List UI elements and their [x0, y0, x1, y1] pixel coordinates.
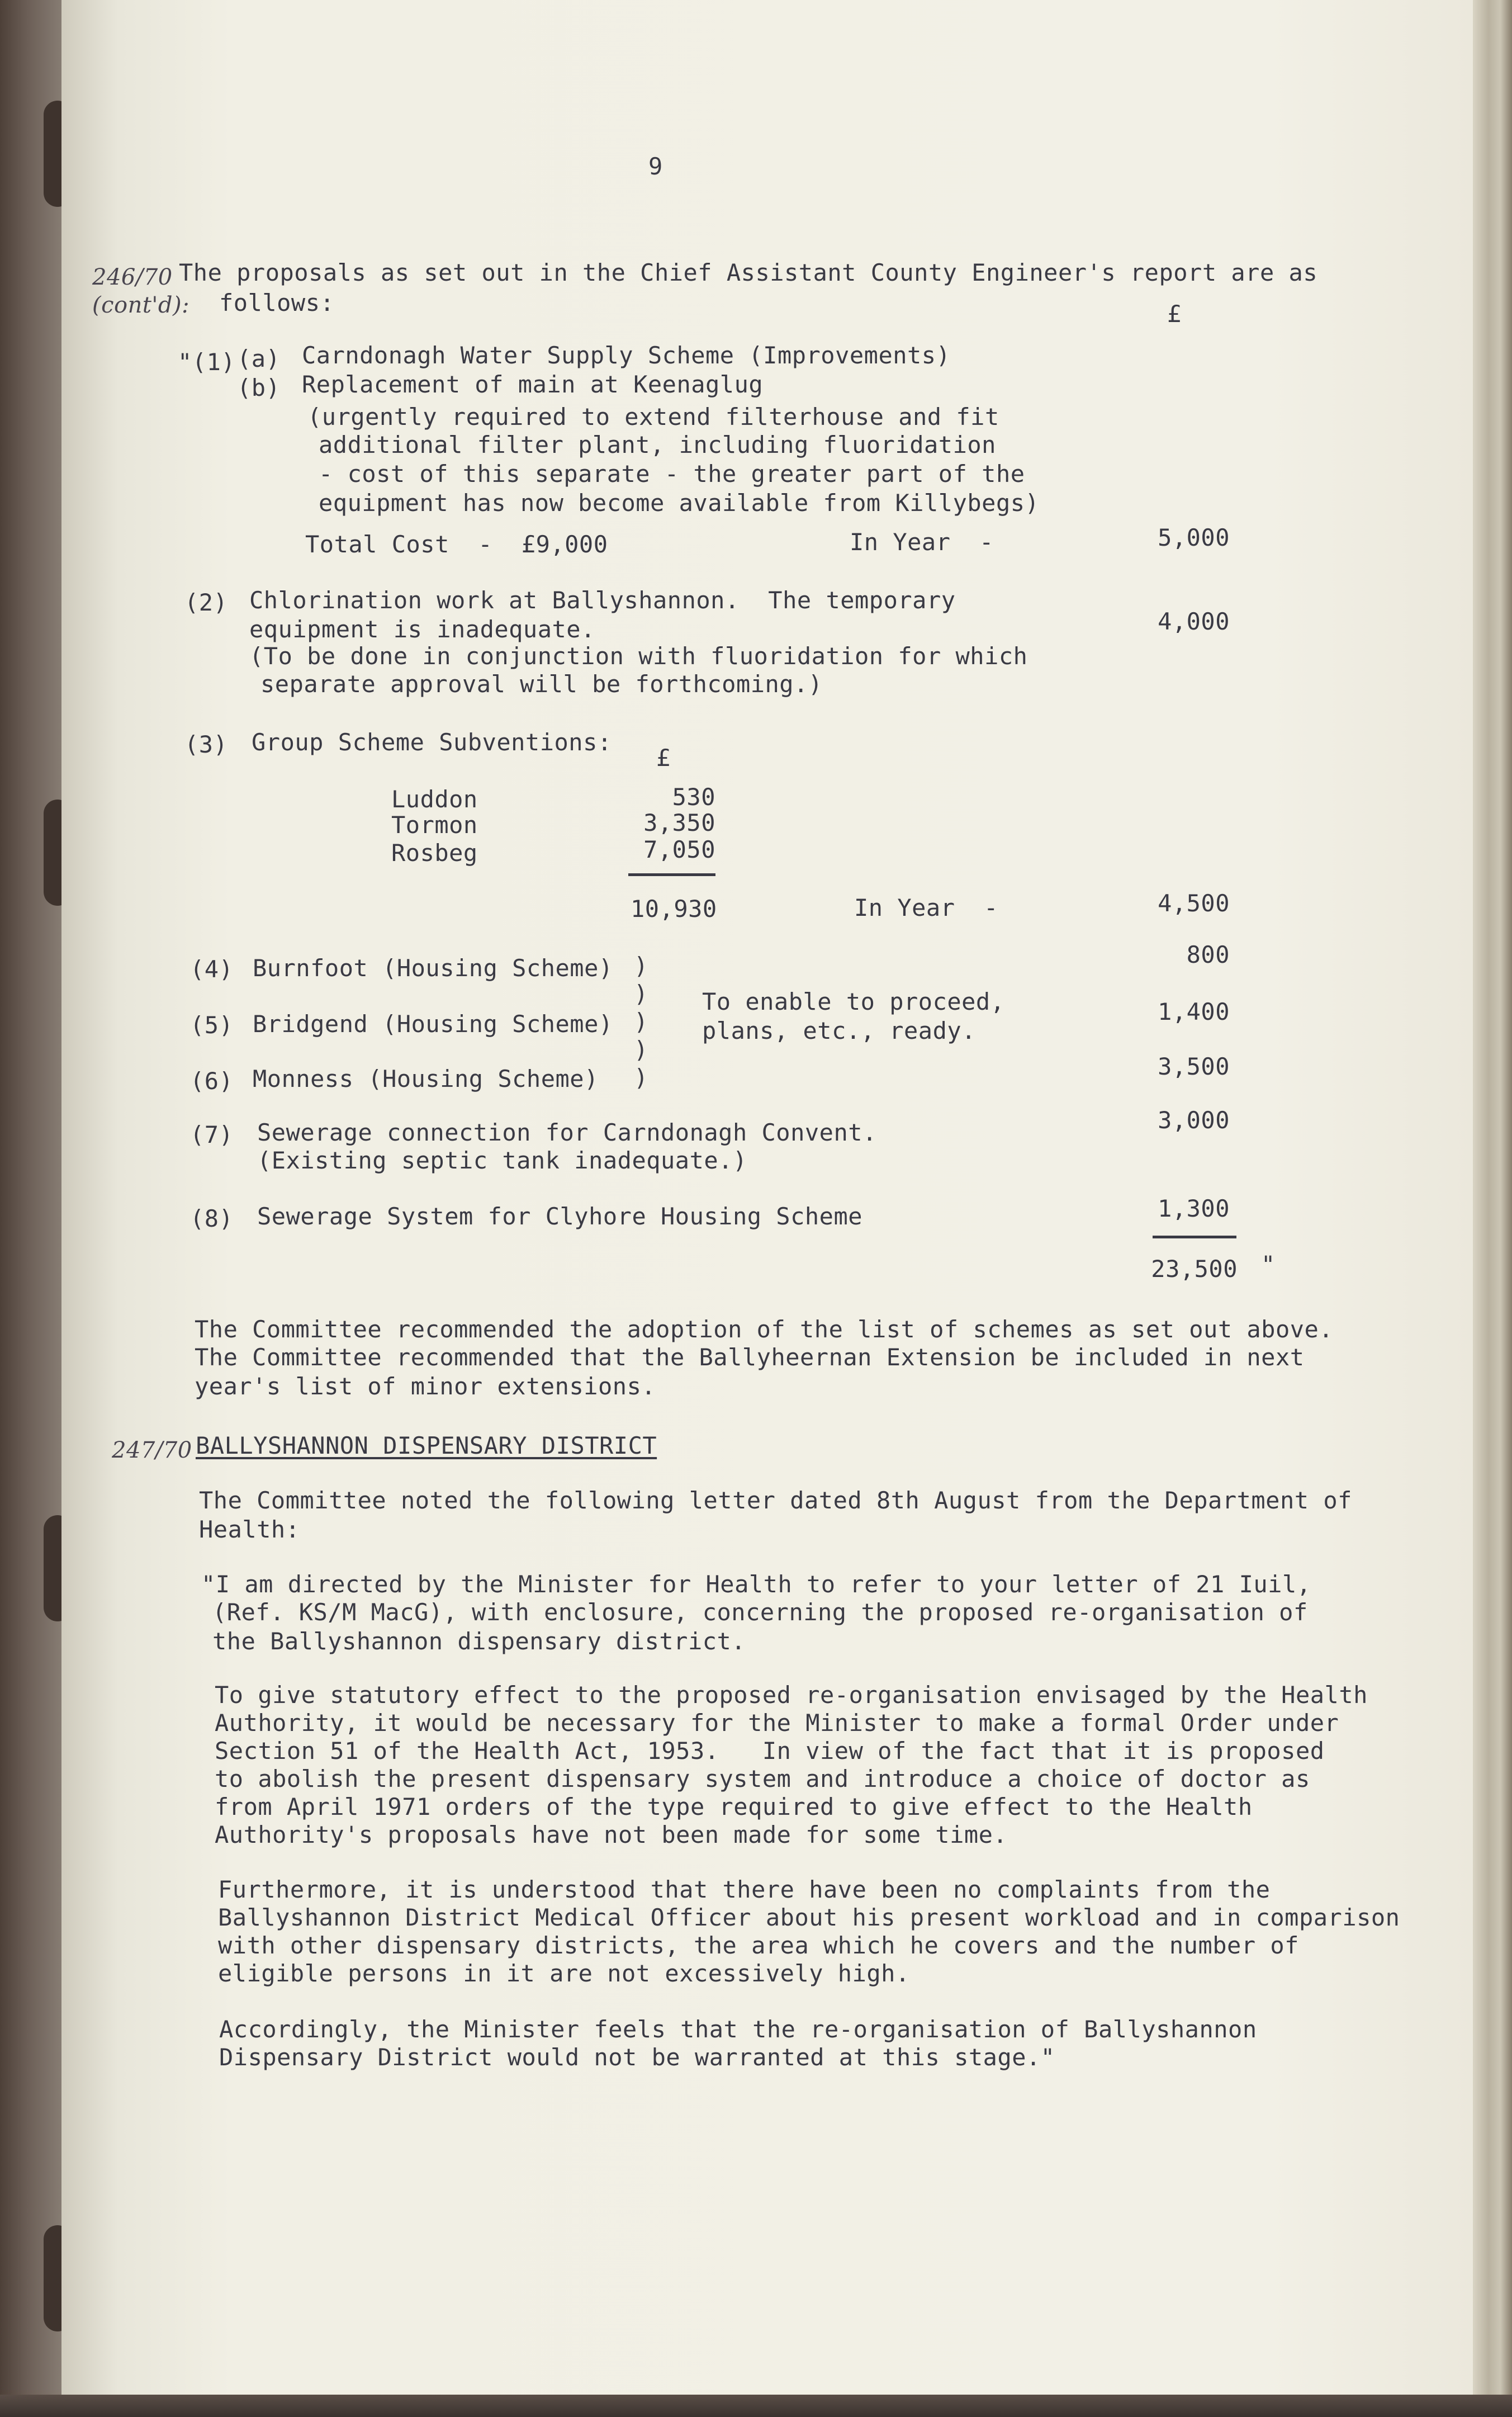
group-scheme-amount: 7,050 — [643, 836, 715, 863]
scheme-text: (To be done in conjunction with fluoridation for which — [249, 642, 1028, 670]
amount: 1,400 — [1158, 998, 1230, 1025]
letter-paragraph: Furthermore, it is understood that there have been no complaints from the — [218, 1876, 1271, 1903]
amount: 1,300 — [1158, 1195, 1230, 1222]
sub-currency: £ — [656, 744, 671, 772]
minute-ref: 247/70 — [112, 1437, 192, 1463]
amount: 3,000 — [1158, 1106, 1230, 1134]
scheme-letter: (b) — [237, 374, 281, 401]
scheme-number: (5) — [190, 1011, 234, 1039]
letter-paragraph: To give statutory effect to the proposed re-organisation envisaged by the Health — [215, 1681, 1368, 1709]
scheme-number: (4) — [190, 956, 234, 983]
scheme-note: additional filter plant, including fluoridation — [319, 431, 996, 458]
amount: 3,500 — [1158, 1053, 1230, 1080]
scheme-number: (2) — [184, 589, 228, 616]
minute-ref: 246/70 — [92, 264, 173, 290]
letter-paragraph: Authority, it would be necessary for the Minister to make a formal Order under — [215, 1709, 1339, 1737]
scheme-note: (urgently required to extend filterhouse and fit — [307, 403, 999, 431]
recommendation: The Committee recommended that the Ballyheernan Extension be included in next — [195, 1344, 1305, 1371]
scheme-number: (3) — [184, 731, 228, 758]
letter-paragraph: Dispensary District would not be warranted at this stage." — [219, 2044, 1055, 2071]
letter-paragraph: from April 1971 orders of the type required to give effect to the Health — [215, 1793, 1253, 1820]
group-scheme-name: Tormon — [391, 811, 478, 839]
page-number: 9 — [648, 153, 663, 180]
subtotal: 10,930 — [631, 895, 717, 923]
scheme-number: "(1) — [178, 348, 236, 376]
scheme-text: Monness (Housing Scheme) — [253, 1065, 599, 1092]
scheme-text: Group Scheme Subventions: — [252, 729, 612, 756]
scan-bottom-edge — [0, 2395, 1512, 2417]
letter-paragraph: Section 51 of the Health Act, 1953. In view of the fact that it is proposed — [215, 1737, 1325, 1765]
section-heading: BALLYSHANNON DISPENSARY DISTRICT — [196, 1432, 657, 1459]
letter-paragraph: with other dispensary districts, the area which he covers and the number of — [218, 1932, 1299, 1959]
letter-paragraph: "I am directed by the Minister for Health to refer to your letter of 21 Iuil, — [201, 1571, 1311, 1598]
scheme-number: (8) — [190, 1205, 234, 1232]
scheme-text: (Existing septic tank inadequate.) — [257, 1147, 747, 1174]
grand-total: 23,500 — [1151, 1255, 1238, 1283]
group-scheme-name: Luddon — [391, 786, 478, 813]
amount: 4,000 — [1158, 608, 1230, 635]
in-year-label: In Year - — [850, 528, 994, 556]
currency-header: £ — [1167, 300, 1182, 328]
total-cost: Total Cost - £9,000 — [305, 531, 608, 558]
letter-paragraph: the Ballyshannon dispensary district. — [212, 1628, 746, 1655]
group-scheme-amount: 3,350 — [643, 809, 715, 836]
scheme-letter: (a) — [237, 345, 281, 372]
amount: 5,000 — [1158, 524, 1230, 551]
letter-intro: The Committee noted the following letter dated 8th August from the Department of — [199, 1487, 1352, 1514]
scheme-text: Sewerage System for Clyhore Housing Scheme — [257, 1203, 863, 1230]
closing-quote: " — [1261, 1251, 1276, 1278]
scheme-text: Chlorination work at Ballyshannon. The temporary — [249, 586, 956, 614]
scheme-number: (6) — [190, 1067, 234, 1095]
scheme-text: Burnfoot (Housing Scheme) — [253, 954, 613, 982]
scheme-number: (7) — [190, 1121, 234, 1148]
letter-paragraph: (Ref. KS/M MacG), with enclosure, concerning the proposed re-organisation of — [212, 1598, 1308, 1626]
scheme-text: Bridgend (Housing Scheme) — [253, 1010, 613, 1038]
in-year-label: In Year - — [854, 894, 998, 921]
recommendation: year's list of minor extensions. — [195, 1373, 656, 1400]
page-edge — [1473, 0, 1512, 2417]
amount: 800 — [1186, 941, 1230, 968]
scheme-text: Replacement of main at Keenaglug — [302, 371, 764, 398]
total-rule — [1153, 1236, 1236, 1238]
letter-paragraph: Authority's proposals have not been made for some time. — [215, 1821, 1008, 1848]
recommendation: The Committee recommended the adoption of the list of schemes as set out above. — [195, 1316, 1334, 1343]
scheme-text: separate approval will be forthcoming.) — [260, 670, 823, 698]
group-scheme-amount: 530 — [672, 783, 715, 811]
amount: 4,500 — [1158, 890, 1230, 917]
scheme-text: equipment is inadequate. — [249, 616, 595, 643]
scheme-text: Carndonagh Water Supply Scheme (Improvements) — [302, 342, 951, 369]
scheme-note: equipment has now become available from Killybegs) — [319, 489, 1040, 517]
scheme-text: Sewerage connection for Carndonagh Convent. — [257, 1119, 877, 1146]
intro-line: follows: — [219, 289, 335, 316]
letter-paragraph: to abolish the present dispensary system and introduce a choice of doctor as — [215, 1765, 1310, 1792]
letter-paragraph: Ballyshannon District Medical Officer about his present workload and in comparison — [218, 1904, 1400, 1931]
minute-ref-cont: (cont'd): — [92, 292, 190, 318]
scheme-note: - cost of this separate - the greater part of the — [319, 460, 1025, 488]
letter-paragraph: eligible persons in it are not excessively high. — [218, 1960, 910, 1987]
intro-line: The proposals as set out in the Chief Assistant County Engineer's report are as — [179, 259, 1318, 286]
letter-intro: Health: — [199, 1516, 300, 1543]
subtotal-rule — [628, 873, 715, 876]
letter-paragraph: Accordingly, the Minister feels that the re-organisation of Ballyshannon — [219, 2016, 1257, 2043]
brace-note: To enable to proceed, — [702, 988, 1005, 1015]
group-scheme-name: Rosbeg — [391, 839, 478, 867]
brace-note: plans, etc., ready. — [702, 1017, 976, 1044]
